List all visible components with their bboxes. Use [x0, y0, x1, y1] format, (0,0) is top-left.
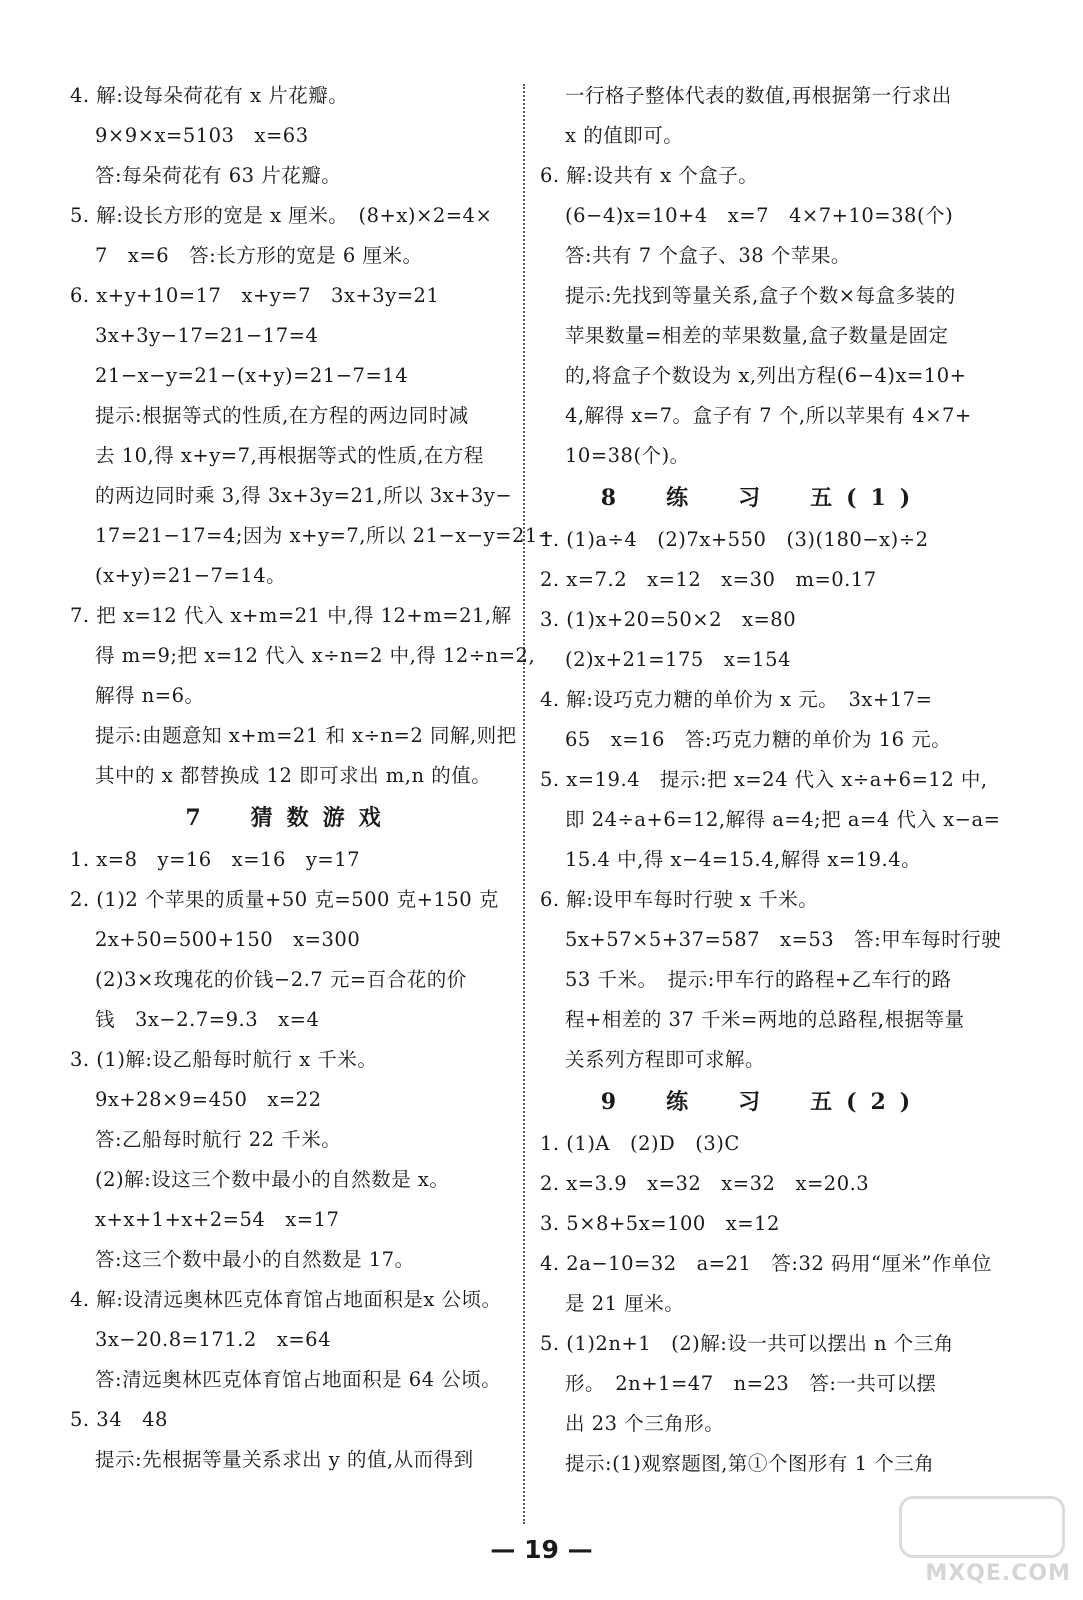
section-heading: 9 练 习 五(2) [600, 1089, 925, 1115]
right-text-line: 一行格子整体代表的数值,再根据第一行求出 [565, 84, 952, 107]
left-text-line: 7. 把 x=12 代入 x+m=21 中,得 12+m=21,解 [70, 604, 512, 627]
section-heading: 7 猜数游戏 [185, 805, 395, 831]
right-text-line: 关系列方程即可求解。 [565, 1048, 766, 1071]
right-text-line: 2. x=7.2 x=12 x=30 m=0.17 [540, 568, 877, 591]
watermark-text: MXQE.COM [925, 1561, 1071, 1586]
right-text-line: x 的值即可。 [565, 124, 684, 147]
right-text-line: 53 千米。 提示:甲车行的路程+乙车行的路 [565, 968, 952, 991]
left-text-line: (x+y)=21−7=14。 [95, 564, 287, 587]
right-text-line: (6−4)x=10+4 x=7 4×7+10=38(个) [565, 204, 954, 227]
left-text-line: 3x+3y−17=21−17=4 [95, 324, 319, 347]
right-text-line: 4,解得 x=7。盒子有 7 个,所以苹果有 4×7+ [565, 404, 972, 427]
page-number: — 19 — [490, 1535, 593, 1564]
left-text-line: 提示:由题意知 x+m=21 和 x÷n=2 同解,则把 [95, 724, 517, 747]
right-text-line: 提示:先找到等量关系,盒子个数×每盒多装的 [565, 284, 956, 307]
column-divider [523, 84, 525, 1524]
left-text-line: 其中的 x 都替换成 12 即可求出 m,n 的值。 [95, 764, 492, 787]
right-text-line: 15.4 中,得 x−4=15.4,解得 x=19.4。 [565, 848, 922, 871]
right-text-line: 5x+57×5+37=587 x=53 答:甲车每时行驶 [565, 928, 1002, 951]
left-text-line: x+x+1+x+2=54 x=17 [95, 1208, 340, 1231]
right-text-line: 1. (1)a÷4 (2)7x+550 (3)(180−x)÷2 [540, 528, 929, 551]
left-text-line: (2)3×玫瑰花的价钱−2.7 元=百合花的价 [95, 968, 467, 991]
right-text-line: 3. 5×8+5x=100 x=12 [540, 1212, 780, 1235]
section-heading: 8 练 习 五(1) [600, 485, 925, 511]
left-text-line: 答:这三个数中最小的自然数是 17。 [95, 1248, 415, 1271]
left-text-line: 1. x=8 y=16 x=16 y=17 [70, 848, 361, 871]
left-text-line: 4. 解:设清远奥林匹克体育馆占地面积是x 公顷。 [70, 1288, 502, 1311]
left-text-line: 答:清远奥林匹克体育馆占地面积是 64 公顷。 [95, 1368, 502, 1391]
left-text-line: 3. (1)解:设乙船每时航行 x 千米。 [70, 1048, 378, 1071]
left-column [70, 76, 555, 1480]
left-text-line: 21−x−y=21−(x+y)=21−7=14 [95, 364, 409, 387]
left-text-line: 答:乙船每时航行 22 千米。 [95, 1128, 342, 1151]
left-text-line: 提示:先根据等量关系求出 y 的值,从而得到 [95, 1448, 474, 1471]
left-text-line: 3x−20.8=171.2 x=64 [95, 1328, 331, 1351]
right-text-line: (2)x+21=175 x=154 [565, 648, 791, 671]
left-text-line: 提示:根据等式的性质,在方程的两边同时减 [95, 404, 469, 427]
left-text-line: 的两边同时乘 3,得 3x+3y=21,所以 3x+3y− [95, 484, 513, 507]
right-text-line: 4. 2a−10=32 a=21 答:32 码用“厘米”作单位 [540, 1252, 992, 1275]
left-text-line: (2)解:设这三个数中最小的自然数是 x。 [95, 1168, 450, 1191]
left-text-line: 9x+28×9=450 x=22 [95, 1088, 322, 1111]
right-text-line: 5. (1)2n+1 (2)解:设一共可以摆出 n 个三角 [540, 1332, 954, 1355]
right-text-line: 6. 解:设甲车每时行驶 x 千米。 [540, 888, 819, 911]
right-text-line: 答:共有 7 个盒子、38 个苹果。 [565, 244, 851, 267]
right-text-line: 4. 解:设巧克力糖的单价为 x 元。 3x+17= [540, 688, 933, 711]
left-text-line: 得 m=9;把 x=12 代入 x÷n=2 中,得 12÷n=2, [95, 644, 536, 667]
left-text-line: 5. 解:设长方形的宽是 x 厘米。 (8+x)×2=4× [70, 204, 493, 227]
left-text-line: 解得 n=6。 [95, 684, 205, 707]
right-text-line: 10=38(个)。 [565, 444, 690, 467]
right-text-line: 的,将盒子个数设为 x,列出方程(6−4)x=10+ [565, 364, 967, 387]
left-text-line: 4. 解:设每朵荷花有 x 片花瓣。 [70, 84, 349, 107]
right-text-line: 5. x=19.4 提示:把 x=24 代入 x÷a+6=12 中, [540, 768, 988, 791]
right-text-line: 即 24÷a+6=12,解得 a=4;把 a=4 代入 x−a= [565, 808, 1001, 831]
left-text-line: 答:每朵荷花有 63 片花瓣。 [95, 164, 342, 187]
right-column [540, 76, 1002, 1484]
right-text-line: 6. 解:设共有 x 个盒子。 [540, 164, 759, 187]
left-text-line: 2x+50=500+150 x=300 [95, 928, 361, 951]
right-text-line: 苹果数量=相差的苹果数量,盒子数量是固定 [565, 324, 949, 347]
left-text-line: 5. 34 48 [70, 1408, 168, 1431]
left-text-line: 9×9×x=5103 x=63 [95, 124, 309, 147]
right-text-line: 65 x=16 答:巧克力糖的单价为 16 元。 [565, 728, 952, 751]
right-text-line: 出 23 个三角形。 [565, 1412, 725, 1435]
right-text-line: 是 21 厘米。 [565, 1292, 685, 1315]
right-text-line: 1. (1)A (2)D (3)C [540, 1132, 740, 1155]
left-text-line: 7 x=6 答:长方形的宽是 6 厘米。 [95, 244, 423, 267]
right-text-line: 提示:(1)观察题图,第①个图形有 1 个三角 [565, 1452, 935, 1475]
left-text-line: 去 10,得 x+y=7,再根据等式的性质,在方程 [95, 444, 484, 467]
right-text-line: 3. (1)x+20=50×2 x=80 [540, 608, 797, 631]
right-text-line: 形。 2n+1=47 n=23 答:一共可以摆 [565, 1372, 937, 1395]
left-text-line: 6. x+y+10=17 x+y=7 3x+3y=21 [70, 284, 440, 307]
right-text-line: 2. x=3.9 x=32 x=32 x=20.3 [540, 1172, 870, 1195]
watermark-shape [899, 1496, 1065, 1558]
left-text-line: 2. (1)2 个苹果的质量+50 克=500 克+150 克 [70, 888, 499, 911]
watermark-logo [895, 1492, 1075, 1592]
right-text-line: 程+相差的 37 千米=两地的总路程,根据等量 [565, 1008, 965, 1031]
left-text-line: 17=21−17=4;因为 x+y=7,所以 21−x−y=21− [95, 524, 555, 547]
left-text-line: 钱 3x−2.7=9.3 x=4 [95, 1008, 320, 1031]
